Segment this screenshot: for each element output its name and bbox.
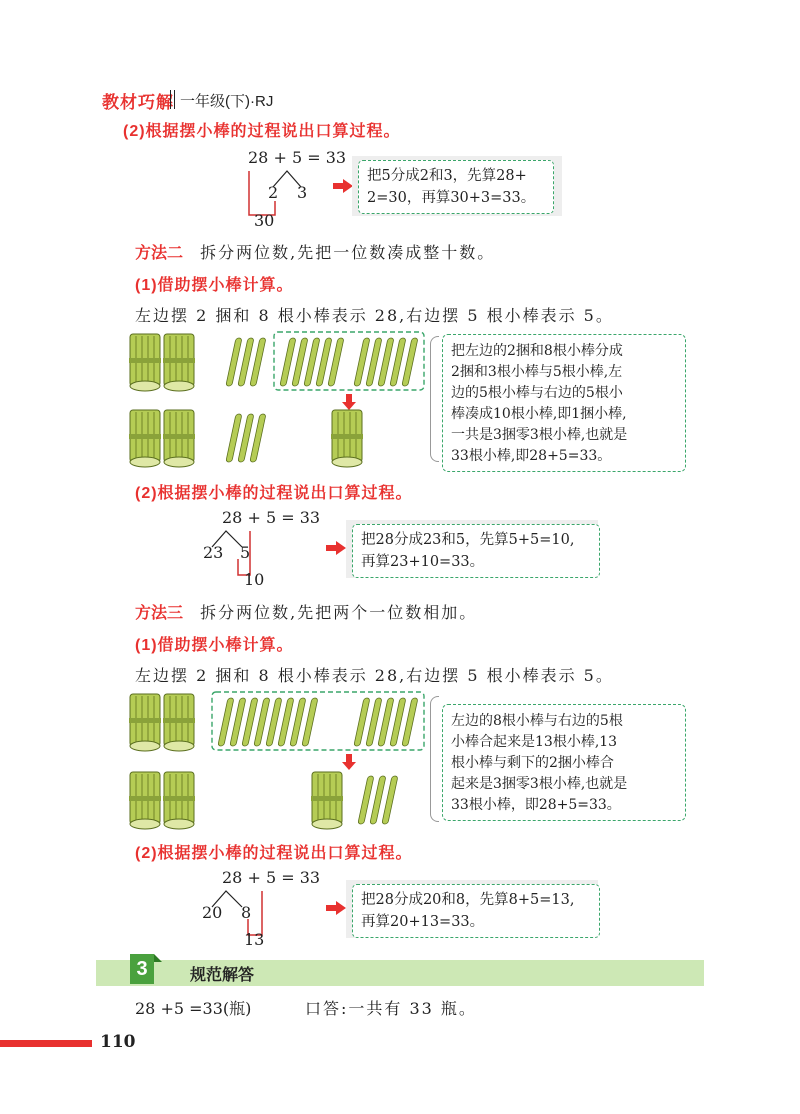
method-description: 拆分两位数,先把一位数凑成整十数。 [200,243,496,262]
split-part-b: 8 [241,903,252,922]
step-title: (2)根据摆小棒的过程说出口算过程。 [123,123,401,140]
explain-line: 把左边的2捆和8根小棒分成 [451,343,623,359]
box-line: 把5分成2和3，先算28+ [367,168,527,184]
method-label: 方法三 [135,605,184,622]
split-part-b: 5 [240,543,251,562]
split-part-a: 2 [268,183,279,202]
explain-line: 33根小棒，即28+5=33。 [451,797,621,813]
page-number: 110 [100,1032,136,1052]
explanation-box [442,704,686,821]
section-title: 规范解答 [190,967,255,984]
explain-line: 左边的8根小棒与右边的5根 [451,713,623,729]
method-heading [135,240,495,263]
box-line: 把28分成23和5，先算5+5=10, [361,532,575,548]
split-part-b: 3 [297,183,308,202]
explain-line: 根小棒与剩下的2捆小棒合 [451,755,614,771]
explain-line: 起来是3捆零3根小棒,也就是 [451,776,628,792]
arrow-right-icon [333,179,353,193]
explanation-box [442,334,686,472]
stick-illustration [128,690,438,830]
box-line: 再算23+10=33。 [361,554,485,570]
partial-sum: 13 [244,930,265,949]
step-title: (2)根据摆小棒的过程说出口算过程。 [135,845,413,862]
partial-sum: 30 [254,211,275,230]
step-title: (1)借助摆小棒计算。 [135,277,294,294]
box-line: 把28分成20和8，先算8+5=13, [361,892,575,908]
oral-answer: 口答:一共有 33 瓶。 [305,999,477,1018]
header-separator [170,90,175,109]
explain-line: 边的5根小棒与右边的5根小 [451,385,623,401]
method-description: 拆分两位数,先把两个一位数相加。 [200,603,478,622]
bracket [430,696,439,822]
setup-text: 左边摆 2 捆和 8 根小棒表示 28,右边摆 5 根小棒表示 5。 [135,666,614,685]
box-line: 再算20+13=33。 [361,914,485,930]
answer-equation: 28 +5 =33(瓶) [135,999,252,1018]
method-label: 方法二 [135,245,184,262]
bracket [430,336,439,462]
section-number-badge: 3 [130,954,154,984]
equation: 28 + 5 = 33 [222,508,321,527]
footer-bar [0,1040,92,1047]
equation: 28 + 5 = 33 [248,148,347,167]
book-brand: 教材巧解 [102,93,174,112]
step-title: (1)借助摆小棒计算。 [135,637,294,654]
arrow-right-icon [326,541,346,555]
book-subtitle: 一年级(下)·RJ [180,93,274,110]
setup-text: 左边摆 2 捆和 8 根小棒表示 28,右边摆 5 根小棒表示 5。 [135,306,614,325]
method-heading [135,600,477,623]
explain-line: 2捆和3根小棒与5根小棒,左 [451,364,623,380]
split-part-a: 23 [203,543,224,562]
arrow-right-icon [326,901,346,915]
badge-fold [154,954,162,962]
step-title: (2)根据摆小棒的过程说出口算过程。 [135,485,413,502]
split-part-a: 20 [202,903,223,922]
explain-line: 一共是3捆零3根小棒,也就是 [451,427,628,443]
box-line: 2=30，再算30+3=33。 [367,190,536,206]
explain-line: 33根小棒,即28+5=33。 [451,448,612,464]
partial-sum: 10 [244,570,265,589]
explain-line: 小棒合起来是13根小棒,13 [451,734,618,750]
explain-line: 棒凑成10根小棒,即1捆小棒, [451,406,627,422]
section-bar [96,960,704,986]
equation: 28 + 5 = 33 [222,868,321,887]
calc-explanation-box [358,160,554,214]
stick-illustration [128,330,438,470]
calc-explanation-box [352,524,600,578]
calc-explanation-box [352,884,600,938]
